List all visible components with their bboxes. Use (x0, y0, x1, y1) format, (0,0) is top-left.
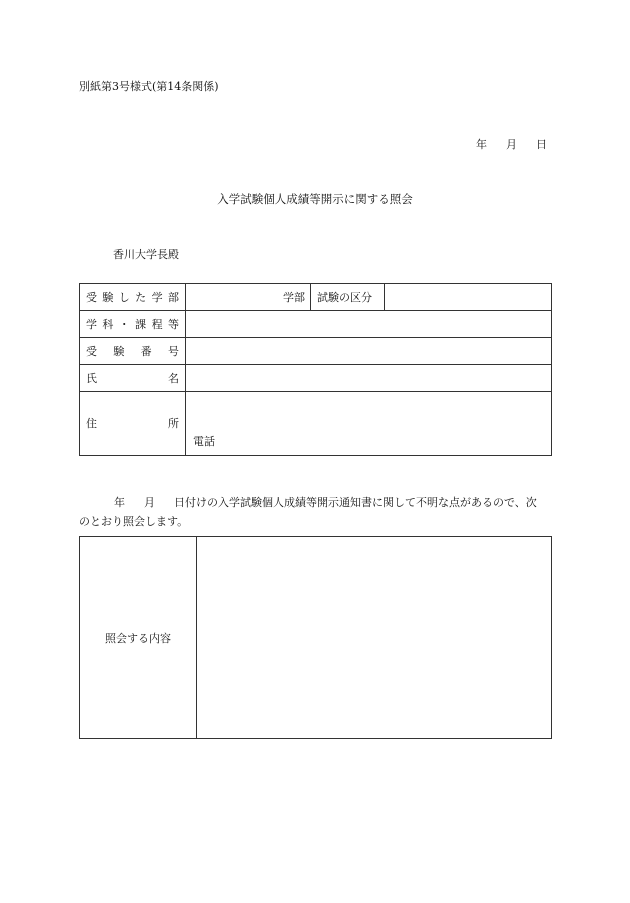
date-day-label: 日 (536, 138, 547, 151)
exam-category-label: 試験の区分 (311, 284, 385, 311)
address-label: 住 所 (80, 392, 186, 456)
faculty-unit: 学部 (283, 291, 305, 304)
date-year-label: 年 (476, 138, 487, 151)
inquiry-table (79, 536, 552, 739)
exam-number-label: 受 験 番 号 (80, 338, 186, 365)
inquiry-row (80, 537, 552, 739)
exam-number-row (80, 338, 552, 365)
statement-month: 月 (144, 496, 155, 509)
exam-number-value[interactable] (186, 338, 552, 365)
inquiry-content[interactable] (197, 537, 552, 739)
department-label: 学 科 ・ 課 程 等 (80, 311, 186, 338)
name-row (80, 365, 552, 392)
form-number: 別紙第3号様式(第14条関係) (79, 80, 219, 93)
name-label: 氏 名 (80, 365, 186, 392)
exam-category-value[interactable] (385, 284, 552, 311)
statement-line-2: のとおり照会します。 (79, 515, 189, 528)
statement-line-1 (114, 496, 537, 510)
addressee: 香川大学長殿 (113, 248, 179, 261)
statement-text: 日付けの入学試験個人成績等開示通知書に関して不明な点があるので、次 (174, 496, 537, 509)
faculty-row (80, 284, 552, 311)
statement-year: 年 (114, 496, 125, 509)
applicant-info-table (79, 283, 552, 456)
faculty-label: 受 験 し た 学 部 (80, 284, 186, 311)
phone-label: 電話 (193, 435, 215, 448)
faculty-value-cell[interactable] (186, 284, 311, 311)
date-month-label: 月 (506, 138, 517, 151)
name-value[interactable] (186, 365, 552, 392)
address-row (80, 392, 552, 456)
department-value[interactable] (186, 311, 552, 338)
inquiry-label: 照会する内容 (80, 537, 197, 739)
address-value-cell[interactable] (186, 392, 552, 456)
date-line (476, 138, 547, 152)
department-row (80, 311, 552, 338)
document-title: 入学試験個人成績等開示に関する照会 (217, 192, 413, 206)
